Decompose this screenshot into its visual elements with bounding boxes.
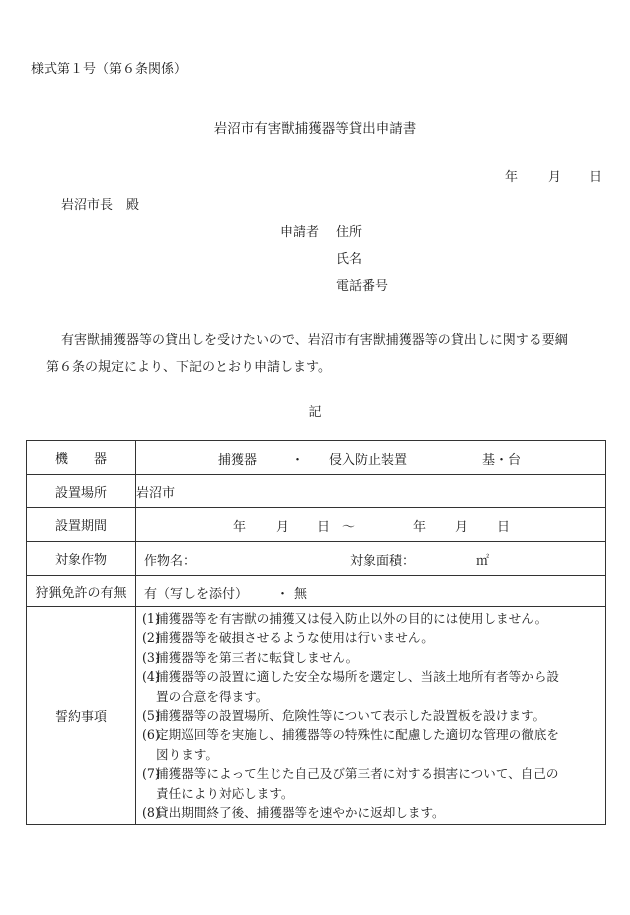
pledge-item <box>142 706 599 725</box>
license-cell[interactable] <box>136 576 606 607</box>
pledge-item <box>142 609 599 628</box>
body-text-line2: 第６条の規定により、下記のとおり申請します。 <box>46 360 331 375</box>
pledge-item <box>142 725 599 764</box>
pledge-cell <box>136 607 606 825</box>
equipment-option-fence: 侵入防止装置 <box>329 453 408 468</box>
equipment-unit: 基・台 <box>482 453 522 468</box>
name-label: 氏名 <box>336 252 363 267</box>
period-end-year: 年 <box>413 520 427 535</box>
date-month-label: 月 <box>548 170 562 185</box>
equipment-label: 機 器 <box>27 441 136 475</box>
equipment-separator: ・ <box>291 453 305 468</box>
pledge-item-number: (8) <box>142 805 160 821</box>
pledge-item-text: 捕獲器等を破損させるような使用は行いません。 <box>156 630 434 646</box>
license-row <box>27 576 606 607</box>
pledge-item-number: (3) <box>142 649 160 665</box>
pledge-item-number: (4) <box>142 669 160 685</box>
pledge-item-text: 捕獲器等の設置に適した安全な場所を選定し、当該土地所有者等から設 <box>156 669 559 685</box>
pledge-row <box>27 607 606 825</box>
ki-heading: 記 <box>308 405 322 420</box>
location-row <box>27 475 606 508</box>
license-label: 狩猟免許の有無 <box>27 576 136 607</box>
application-table <box>26 440 606 825</box>
pledge-list <box>136 607 605 824</box>
pledge-item-number: (1) <box>142 611 160 626</box>
pledge-item-continuation: 図ります。 <box>156 746 218 762</box>
crop-area-label: 対象面積： <box>350 554 416 569</box>
license-yes: 有（写しを添付） <box>144 587 249 602</box>
pledge-item <box>142 648 599 667</box>
body-text-line1: 有害獣捕獲器等の貸出しを受けたいので、岩沼市有害獣捕獲器等の貸出しに関する要綱 <box>61 333 568 348</box>
period-start-month: 月 <box>276 520 290 535</box>
date-year-label: 年 <box>505 170 519 185</box>
period-start-day: 日 <box>317 520 331 535</box>
address-label: 住所 <box>336 225 363 240</box>
pledge-item <box>142 803 599 822</box>
pledge-item-continuation: 置の合意を得ます。 <box>156 688 269 704</box>
equipment-cell[interactable] <box>136 441 606 475</box>
form-number: 様式第１号（第６条関係） <box>31 62 188 77</box>
pledge-item-number: (2) <box>142 630 160 646</box>
pledge-item-text: 定期巡回等を実施し、捕獲器等の特殊性に配慮した適切な管理の徹底を <box>156 727 559 743</box>
pledge-item <box>142 667 599 706</box>
pledge-item-text: 捕獲器等を有害獣の捕獲又は侵入防止以外の目的には使用しません。 <box>156 611 548 626</box>
period-label: 設置期間 <box>27 508 136 542</box>
phone-label: 電話番号 <box>336 279 389 294</box>
crop-cell[interactable] <box>136 542 606 576</box>
location-value[interactable]: 岩沼市 <box>136 475 606 508</box>
period-tilde: ～ <box>342 520 356 535</box>
pledge-item-text: 貸出期間終了後、捕獲器等を速やかに返却します。 <box>156 805 445 821</box>
license-no: 無 <box>294 587 308 602</box>
pledge-item-number: (6) <box>142 727 160 743</box>
pledge-item-number: (7) <box>142 766 160 782</box>
date-day-label: 日 <box>589 170 603 185</box>
pledge-item-text: 捕獲器等を第三者に転貸しません。 <box>156 649 359 665</box>
crop-name-label: 作物名： <box>144 554 197 569</box>
applicant-label: 申請者 <box>280 225 320 240</box>
pledge-item-text: 捕獲器等によって生じた自己及び第三者に対する損害について、自己の <box>156 766 559 782</box>
period-row <box>27 508 606 542</box>
equipment-row <box>27 441 606 475</box>
equipment-option-trap: 捕獲器 <box>218 453 258 468</box>
pledge-label: 誓約事項 <box>27 607 136 825</box>
period-end-day: 日 <box>497 520 511 535</box>
crop-label: 対象作物 <box>27 542 136 576</box>
page-title: 岩沼市有害獣捕獲器等貸出申請書 <box>213 121 417 137</box>
crop-row <box>27 542 606 576</box>
location-label: 設置場所 <box>27 475 136 508</box>
pledge-item-number: (5) <box>142 708 160 724</box>
crop-area-unit: ㎡ <box>476 554 490 569</box>
addressee: 岩沼市長 殿 <box>61 198 140 213</box>
pledge-item <box>142 628 599 647</box>
period-end-month: 月 <box>455 520 469 535</box>
pledge-item-text: 捕獲器等の設置場所、危険性等について表示した設置板を設けます。 <box>156 708 546 724</box>
pledge-item-continuation: 責任により対応します。 <box>156 785 294 801</box>
period-start-year: 年 <box>233 520 247 535</box>
license-separator: ・ <box>276 587 290 602</box>
period-cell[interactable] <box>136 508 606 542</box>
pledge-item <box>142 764 599 803</box>
